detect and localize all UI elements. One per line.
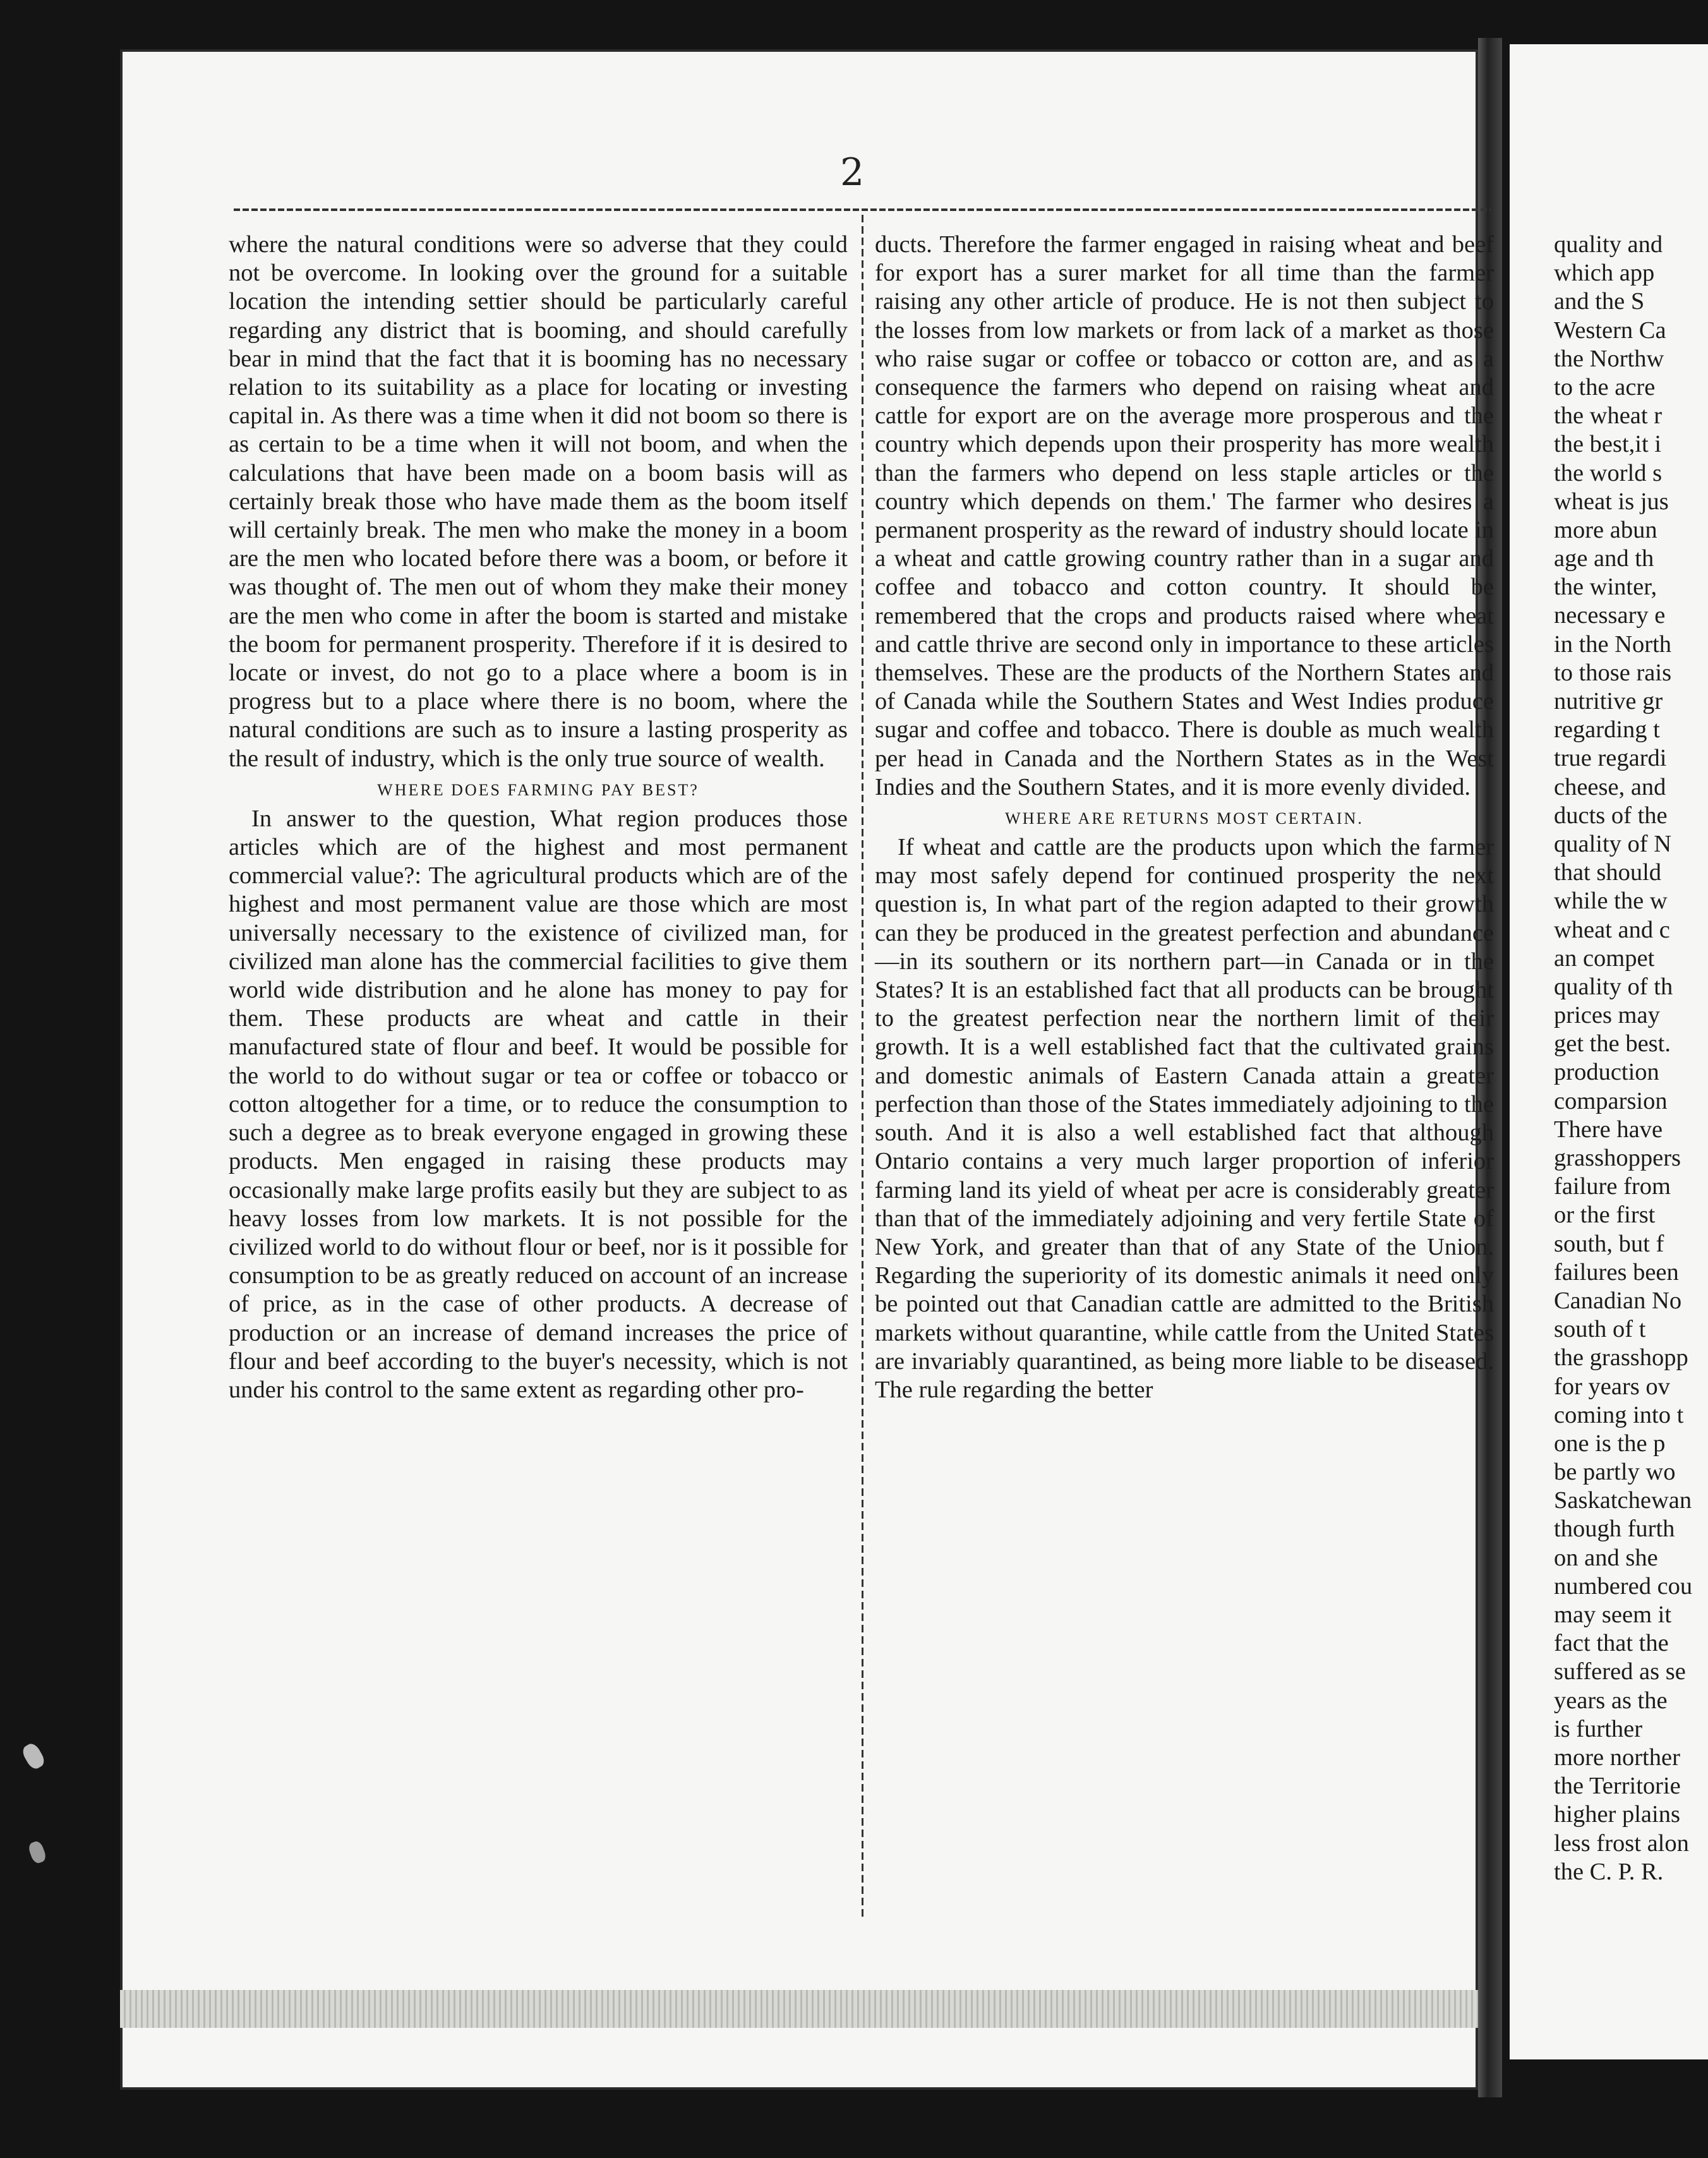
text-line-fragment: is further xyxy=(1554,1715,1643,1742)
text-line-fragment: suffered as se xyxy=(1554,1658,1686,1685)
text-line-fragment: while the w xyxy=(1554,888,1668,915)
text-line-fragment: true regardi xyxy=(1554,745,1667,772)
text-line-fragment: production xyxy=(1554,1059,1659,1086)
text-line-fragment: Western Ca xyxy=(1554,316,1666,344)
text-line-fragment: one is the p xyxy=(1554,1430,1666,1457)
text-line-fragment: to the acre xyxy=(1554,373,1656,401)
text-line-fragment: comparsion xyxy=(1554,1087,1668,1114)
text-line-fragment: less frost alon xyxy=(1554,1829,1689,1857)
text-line-fragment: south of t xyxy=(1554,1316,1646,1343)
text-line-fragment: coming into t xyxy=(1554,1401,1684,1428)
paragraph: In answer to the question, What region produces those articles which are of the highest and most permanent commercial value?: The agricultural products which are of the highest and most permanent value are those which are most universally necessary to the existence of civilized man, for civilized man alone has the commercial facilities to give them world wide distribution and he alone has money to pay for them. These products are wheat and cattle in their manufactured state of flour and beef. It would be possible for the world to do without sugar or tea or coffee or tobacco or cotton altogether for a time, or to reduce the consumption to such a degree as to break everyone engaged in growing these products. Men engaged in raising these products may occasionally make large profits easily but they are subject to as heavy losses from low markets. It is not possible for the civilized world to do without flour or beef, nor is it possible for consumption to be as greatly reduced on account of an increase of price, as in the case of other products. A decrease of production or an increase of demand increases the price of flour and beef according to the buyer's necessity, which is not under his control to the same extent as regarding other pro- xyxy=(229,805,848,1403)
text-line-fragment: Canadian No xyxy=(1554,1287,1682,1314)
text-line-fragment: failures been xyxy=(1554,1258,1679,1286)
film-speck xyxy=(27,1840,47,1864)
column-divider xyxy=(862,215,863,1920)
text-line-fragment: may seem it xyxy=(1554,1601,1672,1628)
text-line-fragment: the best,it i xyxy=(1554,431,1662,458)
text-line-fragment: the winter, xyxy=(1554,574,1657,601)
text-line-fragment: prices may xyxy=(1554,1002,1660,1029)
text-line-fragment: regarding t xyxy=(1554,716,1660,744)
header-rule xyxy=(234,208,1491,211)
column-left xyxy=(229,231,848,1404)
section-heading: WHERE DOES FARMING PAY BEST? xyxy=(377,780,699,799)
text-line-fragment: quality of N xyxy=(1554,830,1672,857)
page-number: 2 xyxy=(840,150,865,195)
text-line-fragment: wheat is jus xyxy=(1554,488,1669,515)
paragraph: If wheat and cattle are the products upon which the farmer may most safely depend for continued prosperity the next question is, In what part of the region adapted to their growth can they be produced in the greatest perfection and abundance—in its southern or its northern part—in Canada or in the States? It is an established fact that all products can be brought to the greatest perfection near the northern limit of their growth. It is a well established fact that the cultivated grains and domestic animals of Eastern Canada attain a greater perfection than those of the States immediately adjoining to the south. And it is also a well established fact that although Ontario contains a very much larger proportion of inferior farming land its yield of wheat per acre is considerably greater than that of the immediately adjoining and very fertile State of New York, and greater than that of any State of the Union. Regarding the superiority of its domestic animals it need only be pointed out that Canadian cattle are admitted to the British markets without quarantine, while cattle from the United States are invariably quarantined, as being more liable to be diseased. The rule regarding the better xyxy=(875,834,1494,1403)
text-line-fragment: nutritive gr xyxy=(1554,688,1663,714)
text-line-fragment: the world s xyxy=(1554,459,1663,486)
text-line-fragment: There have xyxy=(1554,1116,1663,1143)
text-line-fragment: numbered cou xyxy=(1554,1572,1693,1600)
text-line-fragment: that should xyxy=(1554,859,1662,886)
text-line-fragment: grasshoppers xyxy=(1554,1145,1681,1171)
text-line-fragment: failure from xyxy=(1554,1173,1671,1200)
text-line-fragment: the C. P. R. xyxy=(1554,1858,1664,1885)
text-line-fragment: necessary e xyxy=(1554,602,1666,629)
text-line-fragment: on and she xyxy=(1554,1544,1658,1571)
text-line-fragment: Saskatchewan xyxy=(1554,1487,1692,1514)
text-line-fragment: higher plains xyxy=(1554,1801,1680,1828)
text-line-fragment: cheese, and xyxy=(1554,773,1666,800)
text-line-fragment: or the first xyxy=(1554,1202,1656,1229)
page-bottom-border xyxy=(120,1990,1478,2028)
section-heading: WHERE ARE RETURNS MOST CERTAIN. xyxy=(1005,809,1364,828)
text-line-fragment: which app xyxy=(1554,260,1655,287)
text-line-fragment: for years ov xyxy=(1554,1373,1670,1400)
text-line-fragment: quality and xyxy=(1554,231,1663,258)
text-line-fragment: age and th xyxy=(1554,545,1654,572)
text-line-fragment: an compet xyxy=(1554,944,1655,972)
text-line-fragment: quality of th xyxy=(1554,973,1673,1000)
paragraph: where the natural conditions were so adverse that they could not be overcome. In looking over the ground for a suitable location the intending settier should be particularly careful regarding any district that is booming, and should carefully bear in mind that the fact that it is booming has no necessary relation to its suitability as a place for locating or investing capital in. As there was a time when it did not boom so there is as certain to be a time when it will not boom, and when the calculations that have been made on a boom basis will as certainly break those who have made them as the boom itself will certainly break. The men who make the money in a boom are the men who located before there was a boom, or before it was thought of. The men out of whom they make their money are the men who come in after the boom is started and mistake the boom for permanent prosperity. Therefore if it is desired to locate or invest, do not go to a place where a boom is in progress but to a place where there is no boom, where the natural conditions are such as to insure a lasting prosperity as the result of industry, which is the only true source of wealth. xyxy=(229,231,848,772)
text-line-fragment: the Territorie xyxy=(1554,1773,1681,1800)
text-line-fragment: years as the xyxy=(1554,1687,1668,1714)
text-line-fragment: in the North xyxy=(1554,630,1672,658)
text-line-fragment: be partly wo xyxy=(1554,1459,1676,1486)
column-middle xyxy=(875,231,1494,1404)
text-line-fragment: get the best. xyxy=(1554,1030,1671,1058)
column-right-cropped xyxy=(1554,231,1708,1886)
text-line-fragment: the Northw xyxy=(1554,345,1664,372)
text-line-fragment: to those rais xyxy=(1554,659,1672,686)
text-line-fragment: and the S xyxy=(1554,288,1645,315)
text-line-fragment: though furth xyxy=(1554,1516,1675,1543)
text-line-fragment: fact that the xyxy=(1554,1630,1669,1657)
text-line-fragment: more norther xyxy=(1554,1744,1680,1771)
text-line-fragment: wheat and c xyxy=(1554,916,1670,943)
text-line-fragment: the grasshopp xyxy=(1554,1344,1688,1371)
text-line-fragment: more abun xyxy=(1554,516,1657,543)
text-line-fragment: ducts of the xyxy=(1554,802,1668,829)
text-line-fragment: the wheat r xyxy=(1554,402,1663,430)
film-speck xyxy=(20,1741,47,1771)
paragraph: ducts. Therefore the farmer engaged in raising wheat and beef for export has a surer market for all time than the farmer raising any other article of produce. He is not then subject to the losses from low markets or from lack of a market as those who raise sugar or coffee or tobacco or cotton are, and as a consequence the farmers who depend on raising wheat and cattle for export are on the average more prosperous and the country which depends upon their prosperity has more wealth than the farmers who depend on less staple articles or the country which depends on them.' The farmer who desires a permanent prosperity as the reward of industry should locate in a wheat and cattle growing country rather than in a sugar and coffee and tobacco and cotton country. It should be remembered that the crops and products raised where wheat and cattle thrive are second only in importance to these articles themselves. These are the products of the Northern States and of Canada while the Southern States and West Indies produce sugar and coffee and tobacco. There is double as much wealth per head in Canada and the Northern States as in the West Indies and the Southern States, and it is more evenly divided. xyxy=(875,231,1494,800)
text-line-fragment: south, but f xyxy=(1554,1230,1664,1257)
